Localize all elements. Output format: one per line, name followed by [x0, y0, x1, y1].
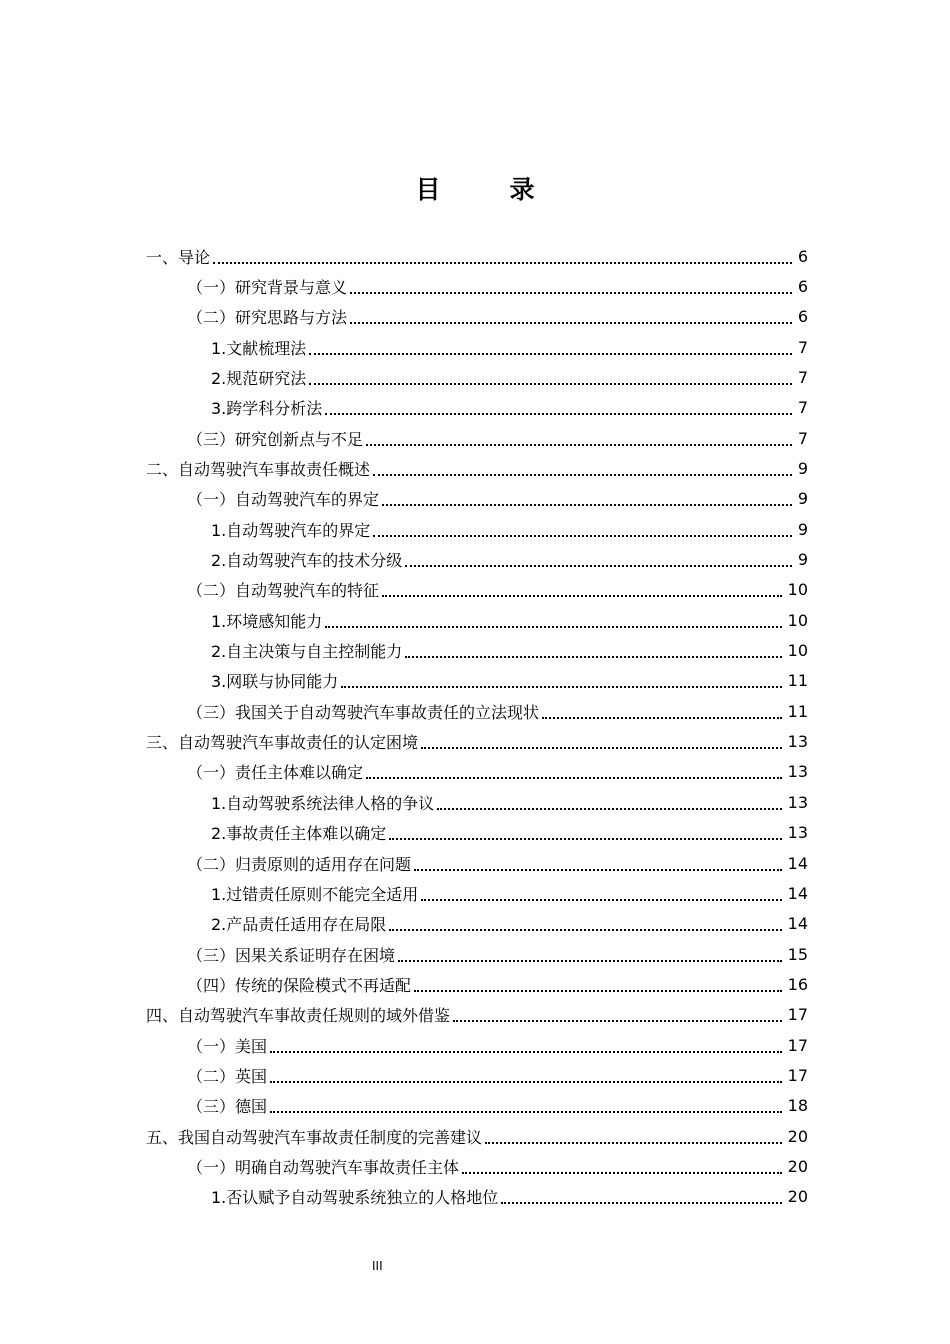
toc-entry-page-number: 13: [787, 823, 808, 843]
toc-entry[interactable]: [0, 1091, 808, 1121]
toc-entry-page-number: 7: [797, 367, 808, 387]
toc-entry-title: 2.规范研究法: [211, 368, 307, 388]
toc-entry-title: 1.否认赋予自动驾驶系统独立的人格地位: [211, 1188, 499, 1208]
toc-entry[interactable]: [0, 1182, 808, 1212]
toc-entry-page-number: 6: [797, 307, 808, 327]
toc-entry[interactable]: [0, 362, 808, 392]
toc-dot-leader: [542, 716, 782, 719]
toc-entry-title: （一）责任主体难以确定: [187, 763, 364, 783]
toc-entry-title: （三）我国关于自动驾驶汽车事故责任的立法现状: [187, 702, 540, 722]
toc-entry-page-number: 10: [787, 610, 808, 630]
toc-entry-page-number: 13: [787, 762, 808, 782]
toc-dot-leader: [341, 685, 781, 688]
toc-dot-leader: [398, 959, 782, 962]
toc-dot-leader: [389, 837, 781, 840]
toc-entry-title: （一）研究背景与意义: [187, 277, 348, 297]
toc-entry-page-number: 14: [787, 914, 808, 934]
toc-entry[interactable]: [0, 332, 808, 362]
toc-entry-page-number: 16: [787, 974, 808, 994]
toc-dot-leader: [389, 928, 781, 931]
toc-entry[interactable]: [0, 423, 808, 453]
toc-entry-title: 2.事故责任主体难以确定: [211, 824, 387, 844]
toc-dot-leader: [309, 382, 792, 385]
toc-entry[interactable]: [0, 787, 808, 817]
toc-entry[interactable]: [0, 727, 808, 757]
toc-dot-leader: [485, 1141, 782, 1144]
toc-dot-leader: [350, 291, 792, 294]
toc-entry-title: （三）因果关系证明存在困境: [187, 945, 396, 965]
toc-entry-page-number: 15: [787, 944, 808, 964]
toc-entry-title: 1.文献梳理法: [211, 338, 307, 358]
toc-dot-leader: [405, 564, 792, 567]
toc-dot-leader: [373, 473, 792, 476]
toc-entry[interactable]: [0, 818, 808, 848]
toc-entry[interactable]: [0, 939, 808, 969]
toc-dot-leader: [366, 776, 782, 779]
toc-dot-leader: [501, 1201, 781, 1204]
toc-entry-page-number: 9: [797, 550, 808, 569]
toc-entry[interactable]: [0, 393, 808, 423]
toc-entry-page-number: 17: [787, 1035, 808, 1055]
toc-entry-page-number: 18: [787, 1096, 808, 1116]
toc-entry-page-number: 7: [797, 398, 808, 418]
toc-entry-title: 3.网联与协同能力: [211, 672, 339, 692]
toc-entry[interactable]: [0, 696, 808, 726]
toc-entry-page-number: 13: [787, 732, 808, 752]
toc-entry[interactable]: [0, 1000, 808, 1030]
toc-entry[interactable]: [0, 1060, 808, 1090]
toc-entry-page-number: 7: [797, 428, 808, 448]
toc-dot-leader: [414, 868, 782, 871]
toc-entry-title: （一）美国: [187, 1036, 268, 1056]
toc-entry-page-number: 9: [797, 519, 808, 539]
toc-entry[interactable]: [0, 484, 808, 514]
toc-dot-leader: [421, 898, 781, 901]
toc-dot-leader: [325, 625, 781, 628]
toc-entry-title: 一、导论: [146, 247, 211, 267]
toc-entry-title: （一）自动驾驶汽车的界定: [187, 490, 380, 510]
toc-dot-leader: [382, 594, 782, 597]
toc-entry[interactable]: [0, 453, 808, 483]
toc-entry[interactable]: [0, 636, 808, 666]
toc-entry[interactable]: [0, 757, 808, 787]
toc-entry-page-number: 10: [787, 641, 808, 661]
toc-entry[interactable]: [0, 1121, 808, 1151]
toc-dot-leader: [309, 352, 792, 355]
toc-entry-title: 五、我国自动驾驶汽车事故责任制度的完善建议: [146, 1127, 483, 1147]
toc-entry-page-number: 17: [787, 1065, 808, 1085]
toc-entry-page-number: 20: [787, 1126, 808, 1146]
toc-entry-page-number: 9: [797, 458, 808, 478]
toc-entry[interactable]: [0, 302, 808, 332]
toc-entry-page-number: 7: [797, 337, 808, 357]
toc-dot-leader: [366, 443, 792, 446]
toc-entry-title: 1.自动驾驶汽车的界定: [211, 520, 371, 540]
toc-dot-leader: [453, 1019, 782, 1022]
toc-entry-page-number: 10: [787, 580, 808, 600]
toc-entry-page-number: 14: [787, 883, 808, 903]
toc-entry-title: 2.自动驾驶汽车的技术分级: [211, 551, 403, 570]
toc-entry-title: 2.自主决策与自主控制能力: [211, 642, 403, 662]
page-title: 目 录: [415, 175, 557, 204]
toc-entry[interactable]: [0, 878, 808, 908]
toc-entry[interactable]: [0, 241, 808, 271]
toc-dot-leader: [405, 655, 781, 658]
toc-entry[interactable]: [0, 666, 808, 696]
toc-dot-leader: [462, 1171, 782, 1174]
toc-dot-leader: [414, 989, 782, 992]
toc-entry-page-number: 9: [797, 489, 808, 509]
toc-entry-title: 三、自动驾驶汽车事故责任的认定困境: [146, 733, 419, 753]
toc-entry-title: 3.跨学科分析法: [211, 399, 323, 419]
toc-entry[interactable]: [0, 271, 808, 301]
toc-dot-leader: [325, 412, 792, 415]
toc-entry[interactable]: [0, 575, 808, 605]
toc-dot-leader: [437, 807, 781, 810]
toc-entry-title: 1.过错责任原则不能完全适用: [211, 884, 419, 904]
toc-entry-title: （三）德国: [187, 1097, 268, 1117]
toc-entry-title: 四、自动驾驶汽车事故责任规则的域外借鉴: [146, 1006, 451, 1026]
toc-entry-title: 二、自动驾驶汽车事故责任概述: [146, 459, 371, 479]
toc-dot-leader: [373, 534, 792, 537]
toc-entry-page-number: 17: [787, 1005, 808, 1025]
toc-entry-page-number: 6: [797, 276, 808, 296]
toc-entry-page-number: 11: [787, 671, 808, 691]
toc-entry[interactable]: [0, 1030, 808, 1060]
toc-entry[interactable]: [0, 969, 808, 999]
toc-entry-page-number: 20: [787, 1157, 808, 1176]
toc-entry-title: 2.产品责任适用存在局限: [211, 915, 387, 935]
toc-entry-title: （四）传统的保险模式不再适配: [187, 975, 412, 995]
toc-entry-title: 1.自动驾驶系统法律人格的争议: [211, 793, 435, 813]
toc-dot-leader: [421, 746, 782, 749]
toc-dot-leader: [270, 1050, 782, 1053]
footer-page-number: III: [372, 1259, 383, 1273]
toc-entry[interactable]: [0, 909, 808, 939]
toc-entry-page-number: 14: [787, 853, 808, 873]
toc-entry-page-number: 20: [787, 1187, 808, 1207]
toc-entry-page-number: 11: [787, 701, 808, 721]
toc-entry-title: （二）自动驾驶汽车的特征: [187, 581, 380, 601]
toc-dot-leader: [270, 1080, 782, 1083]
toc-dot-leader: [382, 503, 792, 506]
toc-entry[interactable]: [0, 545, 808, 575]
toc-entry-title: （二）研究思路与方法: [187, 308, 348, 328]
toc-entry-title: （一）明确自动驾驶汽车事故责任主体: [187, 1158, 460, 1177]
toc-dot-leader: [350, 321, 792, 324]
toc-dot-leader: [213, 261, 792, 264]
toc-entry[interactable]: [0, 1152, 808, 1182]
toc-dot-leader: [270, 1110, 782, 1113]
toc-entry-title: 1.环境感知能力: [211, 611, 323, 631]
toc-entry[interactable]: [0, 605, 808, 635]
toc-entry-title: （三）研究创新点与不足: [187, 429, 364, 449]
toc-entry-title: （二）英国: [187, 1066, 268, 1086]
toc-entry-page-number: 6: [797, 246, 808, 266]
toc-entry-page-number: 13: [787, 792, 808, 812]
toc-entry[interactable]: [0, 848, 808, 878]
toc-entry-title: （二）归责原则的适用存在问题: [187, 854, 412, 874]
toc-entry[interactable]: [0, 514, 808, 544]
